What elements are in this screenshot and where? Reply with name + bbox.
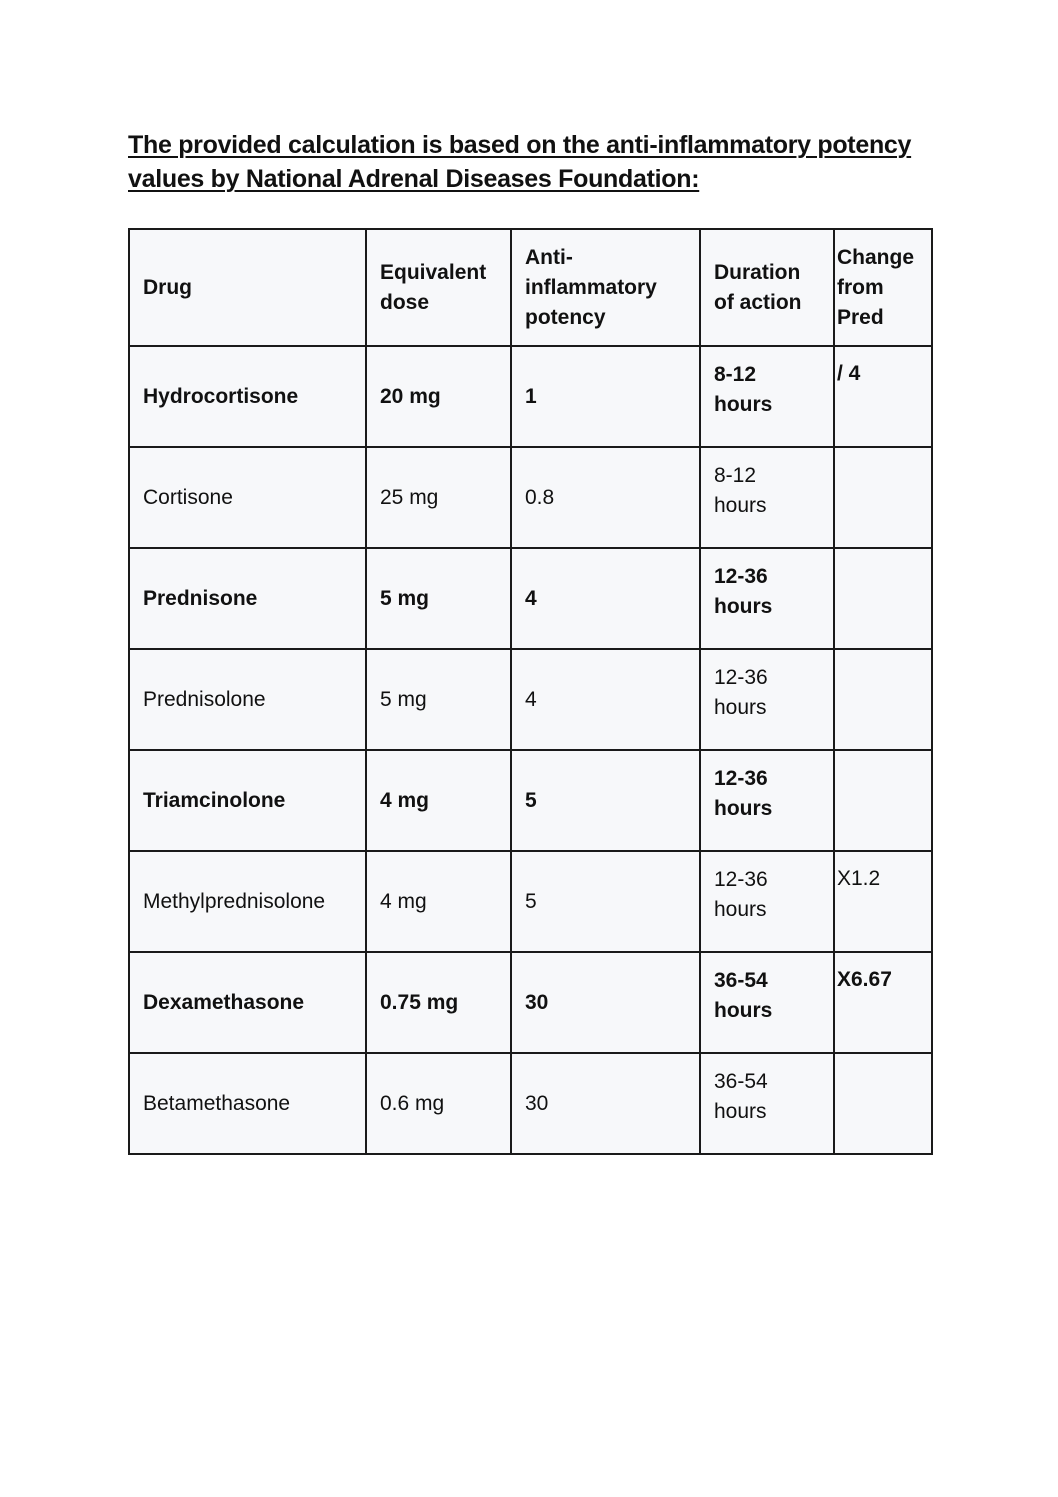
heading-line-1: The provided calculation is based on the anti-inflammatory potency bbox=[128, 131, 912, 159]
equivalent-dose-cell: 0.6 mg bbox=[366, 1053, 511, 1154]
header-dose-line: Equivalent bbox=[380, 260, 487, 284]
duration-unit: hours bbox=[714, 696, 767, 719]
drug-name-cell: Dexamethasone bbox=[129, 952, 366, 1053]
potency-cell: 5 bbox=[511, 851, 700, 952]
table-row bbox=[129, 750, 932, 851]
header-dose-line: dose bbox=[380, 290, 430, 314]
duration-range: 36-54 bbox=[714, 969, 768, 992]
header-drug-line: Drug bbox=[143, 275, 192, 299]
table-header-row bbox=[129, 229, 932, 346]
equivalent-dose-cell: 25 mg bbox=[366, 447, 511, 548]
equivalent-dose-cell: 5 mg bbox=[366, 649, 511, 750]
potency-cell: 30 bbox=[511, 1053, 700, 1154]
potency-cell: 1 bbox=[511, 346, 700, 447]
document-heading bbox=[128, 128, 948, 196]
duration-range: 36-54 bbox=[714, 1070, 768, 1093]
potency-cell: 4 bbox=[511, 649, 700, 750]
duration-unit: hours bbox=[714, 494, 767, 517]
equivalent-dose-cell: 5 mg bbox=[366, 548, 511, 649]
duration-unit: hours bbox=[714, 393, 773, 416]
duration-unit: hours bbox=[714, 1100, 767, 1123]
duration-cell bbox=[700, 649, 834, 750]
duration-cell bbox=[700, 447, 834, 548]
change-from-pred-cell bbox=[834, 548, 932, 649]
duration-range: 12-36 bbox=[714, 767, 768, 790]
change-from-pred-cell: / 4 bbox=[834, 346, 932, 447]
header-drug bbox=[129, 229, 366, 346]
heading-line-2: values by National Adrenal Diseases Foundation: bbox=[128, 165, 700, 193]
duration-unit: hours bbox=[714, 999, 773, 1022]
duration-range: 12-36 bbox=[714, 565, 768, 588]
duration-cell bbox=[700, 750, 834, 851]
change-from-pred-cell: X1.2 bbox=[834, 851, 932, 952]
duration-cell bbox=[700, 851, 834, 952]
table-row bbox=[129, 851, 932, 952]
drug-name-cell: Cortisone bbox=[129, 447, 366, 548]
duration-range: 8-12 bbox=[714, 464, 757, 487]
duration-cell bbox=[700, 346, 834, 447]
header-change-line: from bbox=[837, 275, 884, 299]
drug-name-cell: Prednisone bbox=[129, 548, 366, 649]
header-change-line: Change bbox=[837, 245, 915, 269]
drug-name-cell: Triamcinolone bbox=[129, 750, 366, 851]
equivalent-dose-cell: 4 mg bbox=[366, 851, 511, 952]
header-duration-line: of action bbox=[714, 290, 802, 314]
potency-cell: 30 bbox=[511, 952, 700, 1053]
table-row bbox=[129, 649, 932, 750]
duration-range: 12-36 bbox=[714, 868, 768, 891]
change-from-pred-cell bbox=[834, 649, 932, 750]
steroid-equivalence-table bbox=[128, 228, 933, 1155]
potency-cell: 5 bbox=[511, 750, 700, 851]
change-from-pred-cell bbox=[834, 447, 932, 548]
change-from-pred-cell bbox=[834, 750, 932, 851]
drug-name-cell: Hydrocortisone bbox=[129, 346, 366, 447]
header-duration-of-action bbox=[700, 229, 834, 346]
header-potency-line: Anti- bbox=[525, 245, 573, 269]
table-row bbox=[129, 447, 932, 548]
equivalent-dose-cell: 20 mg bbox=[366, 346, 511, 447]
potency-cell: 0.8 bbox=[511, 447, 700, 548]
header-change-line: Pred bbox=[837, 305, 884, 329]
equivalent-dose-cell: 4 mg bbox=[366, 750, 511, 851]
change-from-pred-cell bbox=[834, 1053, 932, 1154]
table-row bbox=[129, 952, 932, 1053]
drug-name-cell: Betamethasone bbox=[129, 1053, 366, 1154]
equivalent-dose-cell: 0.75 mg bbox=[366, 952, 511, 1053]
table-row bbox=[129, 548, 932, 649]
table-row bbox=[129, 346, 932, 447]
duration-range: 12-36 bbox=[714, 666, 768, 689]
header-duration-line: Duration bbox=[714, 260, 801, 284]
duration-unit: hours bbox=[714, 797, 773, 820]
header-change-from-pred bbox=[834, 229, 932, 346]
header-anti-inflammatory-potency bbox=[511, 229, 700, 346]
header-equivalent-dose bbox=[366, 229, 511, 346]
table-row bbox=[129, 1053, 932, 1154]
duration-cell bbox=[700, 952, 834, 1053]
drug-name-cell: Prednisolone bbox=[129, 649, 366, 750]
duration-cell bbox=[700, 548, 834, 649]
header-potency-line: inflammatory bbox=[525, 275, 657, 299]
header-potency-line: potency bbox=[525, 305, 606, 329]
drug-name-cell: Methylprednisolone bbox=[129, 851, 366, 952]
potency-cell: 4 bbox=[511, 548, 700, 649]
duration-range: 8-12 bbox=[714, 363, 757, 386]
duration-unit: hours bbox=[714, 898, 767, 921]
change-from-pred-cell: X6.67 bbox=[834, 952, 932, 1053]
duration-unit: hours bbox=[714, 595, 773, 618]
duration-cell bbox=[700, 1053, 834, 1154]
